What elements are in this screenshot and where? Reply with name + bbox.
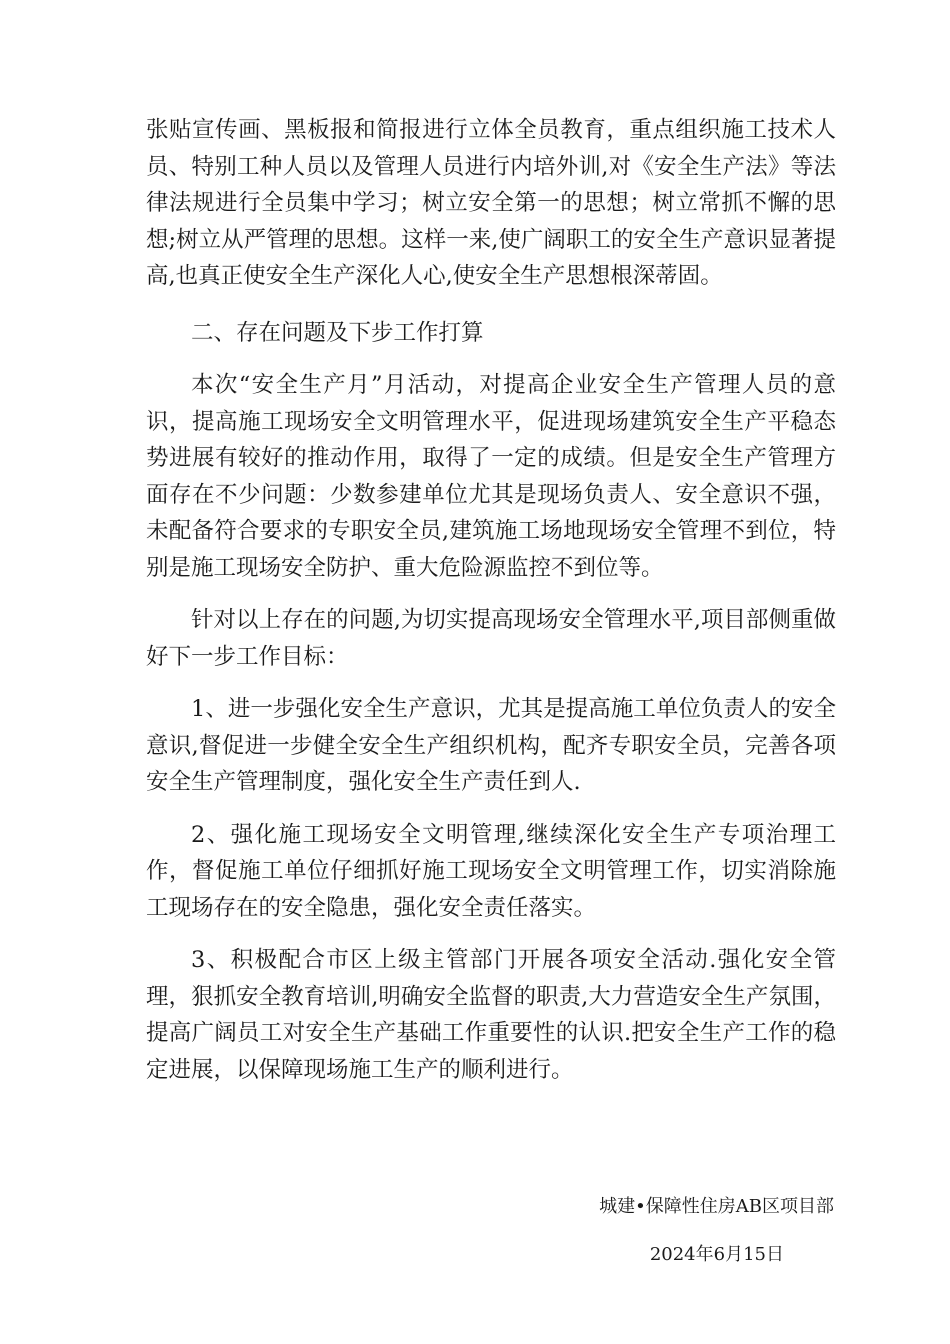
signature-org: 城建•保障性住房AB区项目部 bbox=[599, 1196, 834, 1217]
paragraph-education: 张贴宣传画、黑板报和简报进行立体全员教育，重点组织施工技术人员、特别工种人员以及管理人员进行内培外训,对《安全生产法》等法律法规进行全员集中学习；树立安全第一的思想；树立常抓不懈的思想;树立从严管理的思想。这样一来,使广阔职工的安全生产意识显著提高,也真正使安全生产深化人心,使安全生产思想根深蒂固。 bbox=[146, 117, 836, 289]
document-body bbox=[146, 112, 836, 1088]
list-item-1: 1、进一步强化安全生产意识，尤其是提高施工单位负责人的安全意识,督促进一步健全安全生产组织机构，配齐专职安全员，完善各项安全生产管理制度，强化安全生产责任到人. bbox=[146, 696, 836, 795]
signature-date: 2024年6月15日 bbox=[649, 1244, 784, 1265]
section-heading-problems: 二、存在问题及下步工作打算 bbox=[191, 319, 484, 346]
list-item-3: 3、积极配合市区上级主管部门开展各项安全活动.强化安全管理，狠抓安全教育培训,明确安全监督的职责,大力营造安全生产氛围，提高广阔员工对安全生产基础工作重要性的认识.把安全生产工作的稳定进展，以保障现场施工生产的顺利进行。 bbox=[146, 947, 836, 1083]
list-item-2: 2、强化施工现场安全文明管理,继续深化安全生产专项治理工作，督促施工单位仔细抓好施工现场安全文明管理工作，切实消除施工现场存在的安全隐患，强化安全责任落实。 bbox=[146, 821, 836, 921]
paragraph-next-steps-intro: 针对以上存在的问题,为切实提高现场安全管理水平,项目部侧重做好下一步工作目标： bbox=[146, 607, 836, 670]
paragraph-activity-summary: 本次“安全生产月”月活动，对提高企业安全生产管理人员的意识，提高施工现场安全文明管理水平，促进现场建筑安全生产平稳态势进展有较好的推动作用，取得了一定的成绩。但是安全生产管理方面存在不少问题：少数参建单位尤其是现场负责人、安全意识不强，未配备符合要求的专职安全员,建筑施工场地现场安全管理不到位，特别是施工现场安全防护、重大危险源监控不到位等。 bbox=[146, 372, 836, 581]
